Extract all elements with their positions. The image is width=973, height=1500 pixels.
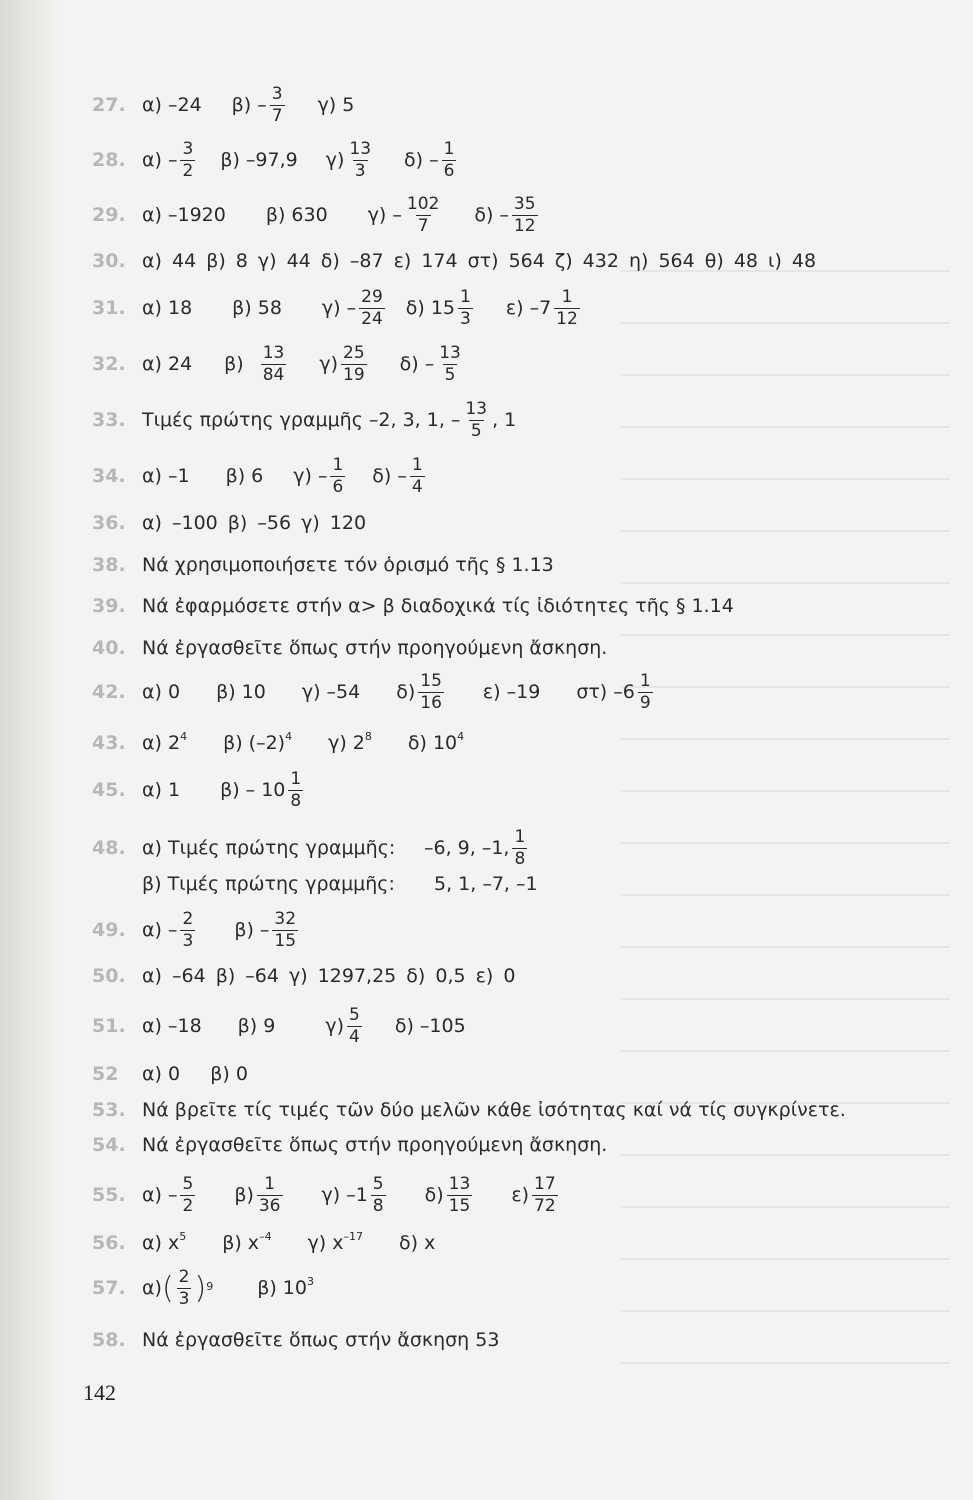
answer-part: α) 18 (142, 297, 193, 319)
exercise-number: 29. (92, 204, 126, 226)
fraction: $\frac{25}{19}$ (343, 342, 365, 385)
answer-part: ε) –7 (505, 297, 552, 319)
answer-part: α) 24 (142, 353, 193, 375)
answer-text: Νά ἐφαρμόσετε στήν α> β διαδοχικά τίς ἰδιότητες τῆς § 1.14 (142, 595, 734, 617)
exercise-number: 40. (92, 637, 126, 659)
exercise-number: 57. (92, 1277, 126, 1299)
fraction: $\frac{5}{4}$ (349, 1004, 360, 1047)
answer-part: δ) x (399, 1232, 436, 1254)
answer-part: γ) –54 (301, 681, 361, 703)
fraction: $\frac{1}{4}$ (411, 454, 423, 497)
fraction: $\frac{17}{72}$ (534, 1173, 556, 1216)
exercise-number: 38. (92, 554, 126, 576)
exercise-number: 50. (92, 965, 126, 987)
fraction: $\frac{13}{5}$ (439, 342, 461, 385)
answer-part: β) – 10 (220, 779, 286, 801)
answer-part: β) 630 (265, 204, 328, 226)
fraction: $\frac{1}{3}$ (460, 286, 471, 329)
answer-part: β) $(-2)^4$ (223, 730, 293, 754)
answer-58 (92, 1320, 499, 1360)
answer-part: α) –24 (142, 94, 202, 116)
answer-part: β) $x^{-4}$ (222, 1230, 272, 1254)
exercise-number: 51. (92, 1015, 126, 1037)
answer-part: β) (234, 1184, 254, 1206)
answer-52 (92, 1054, 248, 1094)
answer-48-b (142, 864, 538, 904)
paren-open: ( (161, 1270, 174, 1306)
fraction: $\frac{15}{16}$ (420, 670, 442, 713)
exercise-number: 55. (92, 1184, 126, 1206)
answer-values: –6, 9, –1, (424, 837, 510, 859)
answer-part: δ) $10^4$ (407, 730, 465, 754)
answer-31 (92, 288, 583, 328)
fraction: $\frac{5}{2}$ (182, 1173, 194, 1216)
answer-part: α) $2^4$ (142, 730, 188, 754)
answer-part: ε) (511, 1184, 529, 1206)
exercise-number: 42. (92, 681, 126, 703)
answer-part: α) –1 (142, 465, 190, 487)
answer-part: β) –97,9 (220, 149, 298, 171)
answer-42 (92, 672, 656, 712)
answer-56 (92, 1223, 435, 1263)
answer-43 (92, 723, 464, 763)
answer-part: Τιμές πρώτης γραμμῆς –2, 3, 1, – (142, 409, 461, 431)
answer-part: α) – (142, 1184, 178, 1206)
exercise-number: 53. (92, 1099, 126, 1121)
answer-text: α) –100 β) –56 γ) 120 (142, 512, 367, 534)
exercise-number: 30. (92, 250, 126, 272)
answer-28 (92, 140, 459, 180)
exercise-number: 34. (92, 465, 126, 487)
exercise-number: 45. (92, 779, 126, 801)
exercise-number: 54. (92, 1134, 126, 1156)
answer-45 (92, 770, 306, 810)
fraction: $\frac{35}{12}$ (513, 193, 536, 236)
answer-part: β) Τιμές πρώτης γραμμῆς: (142, 873, 395, 895)
answer-54 (92, 1125, 607, 1165)
fraction: $\frac{1}{6}$ (332, 454, 344, 497)
answer-text: α) –64 β) –64 γ) 1297,25 δ) 0,5 ε) 0 (142, 965, 516, 987)
answer-part: γ) (325, 1015, 344, 1037)
answer-text: Νά χρησιμοποιήσετε τόν ὁρισμό τῆς § 1.13 (142, 554, 554, 576)
answer-part: , 1 (492, 409, 517, 431)
answer-part: δ) 15 (405, 297, 456, 319)
page-edge-shadow (0, 0, 60, 1500)
answer-27 (92, 85, 354, 125)
answer-49 (92, 910, 301, 950)
fraction: $\frac{1}{9}$ (639, 670, 651, 713)
fraction: $\frac{13}{84}$ (262, 342, 285, 385)
fraction: $\frac{13}{5}$ (465, 398, 488, 441)
exercise-number: 39. (92, 595, 126, 617)
fraction: $\frac{29}{24}$ (361, 286, 383, 329)
answer-part: γ) 5 (317, 94, 355, 116)
answer-part: β) 10 (216, 681, 266, 703)
answer-50 (92, 956, 515, 996)
fraction: $\frac{5}{8}$ (372, 1173, 384, 1216)
answer-part: β) (224, 353, 244, 375)
exercise-number: 58. (92, 1329, 126, 1351)
answer-57 (92, 1268, 314, 1308)
answer-part: γ) – (321, 297, 357, 319)
fraction: $\frac{2}{3}$ (182, 908, 194, 951)
exponent: 9 (206, 1279, 214, 1293)
answer-part: γ) $2^8$ (328, 730, 372, 754)
exercise-number: 32. (92, 353, 126, 375)
answer-text: Νά ἐργασθεῖτε ὅπως στήν προηγούμενη ἄσκηση. (142, 1134, 608, 1156)
answer-part: δ) – (372, 465, 407, 487)
fraction: $\frac{1}{8}$ (514, 826, 526, 869)
exercise-number: 48. (92, 837, 126, 859)
answer-part: β) – (234, 919, 270, 941)
bleed-through (620, 270, 950, 1370)
answer-text: α) 0 β) 0 (142, 1063, 248, 1085)
exercise-number: 28. (92, 149, 126, 171)
exercise-number: 49. (92, 919, 126, 941)
answer-part: δ) –105 (394, 1015, 466, 1037)
answer-part: ε) –19 (482, 681, 541, 703)
answer-part: β) 58 (232, 297, 282, 319)
fraction: $\frac{2}{3}$ (178, 1266, 190, 1309)
answer-part: α) $x^5$ (142, 1230, 187, 1254)
answer-part: α) 0 (142, 681, 181, 703)
answer-33 (92, 400, 516, 440)
answer-part: δ) – (404, 149, 439, 171)
answer-part: β) 9 (237, 1015, 276, 1037)
fraction: $\frac{13}{15}$ (448, 1173, 471, 1216)
answer-40 (92, 628, 607, 668)
answer-48 (92, 828, 530, 868)
answer-53 (92, 1090, 846, 1130)
answer-text: Νά ἐργασθεῖτε ὅπως στήν προηγούμενη ἄσκηση. (142, 637, 608, 659)
answer-51 (92, 1006, 466, 1046)
answer-55 (92, 1175, 561, 1215)
fraction: $\frac{32}{15}$ (274, 908, 297, 951)
answer-part: δ) – (474, 204, 509, 226)
fraction: $\frac{3}{2}$ (182, 138, 194, 181)
answer-39 (92, 586, 734, 626)
answer-part: β) $10^3$ (257, 1275, 314, 1299)
answer-part: γ) (319, 353, 339, 375)
answer-part: δ) (424, 1184, 444, 1206)
answer-29 (92, 195, 541, 235)
answer-part: α) – (142, 919, 178, 941)
exercise-number: 27. (92, 94, 126, 116)
fraction: $\frac{1}{36}$ (258, 1173, 281, 1216)
answer-part: γ) – (367, 204, 402, 226)
answer-part: α) –18 (142, 1015, 202, 1037)
answer-text: Νά βρεῖτε τίς τιμές τῶν δύο μελῶν κάθε ἰσότητας καί νά τίς συγκρίνετε. (142, 1099, 846, 1121)
exercise-number: 31. (92, 297, 126, 319)
answer-part: στ) –6 (576, 681, 635, 703)
fraction: $\frac{102}{7}$ (406, 193, 440, 236)
answer-part: γ) $x^{-17}$ (307, 1230, 364, 1254)
answer-part: δ) (396, 681, 416, 703)
exercise-number: 52 (92, 1063, 119, 1085)
answer-30 (92, 241, 816, 281)
answer-values: 5, 1, –7, –1 (434, 873, 538, 895)
answer-part: α) –1920 (142, 204, 226, 226)
answer-part: γ) –1 (321, 1184, 368, 1206)
answer-text: Νά ἐργασθεῖτε ὅπως στήν ἄσκηση 53 (142, 1329, 500, 1351)
answer-part: γ) – (293, 465, 328, 487)
answer-part: α) Τιμές πρώτης γραμμῆς: (142, 837, 396, 859)
exercise-number: 56. (92, 1232, 126, 1254)
exercise-number: 33. (92, 409, 126, 431)
answer-part: β) – (231, 94, 267, 116)
answer-38 (92, 545, 554, 585)
fraction: $\frac{3}{7}$ (271, 83, 283, 126)
page-number: 142 (83, 1380, 116, 1405)
answer-part: α) (142, 1277, 162, 1299)
exercise-number: 36. (92, 512, 126, 534)
fraction: $\frac{1}{6}$ (443, 138, 455, 181)
answer-part: α) 1 (142, 779, 181, 801)
fraction: $\frac{1}{12}$ (556, 286, 578, 329)
fraction: $\frac{1}{8}$ (290, 768, 302, 811)
answer-part: δ) – (399, 353, 435, 375)
answer-32 (92, 344, 466, 384)
answer-36 (92, 503, 366, 543)
answer-part: γ) (325, 149, 345, 171)
fraction: $\frac{13}{3}$ (349, 138, 372, 181)
exercise-number: 43. (92, 732, 126, 754)
answer-part: β) 6 (225, 465, 264, 487)
answer-34 (92, 456, 428, 496)
answer-part: α) – (142, 149, 178, 171)
answer-text: α) 44 β) 8 γ) 44 δ) –87 ε) 174 στ) 564 ζ) 432 η) 564 θ) 48 ι) 48 (142, 250, 817, 272)
paren-close: ) (194, 1270, 207, 1306)
